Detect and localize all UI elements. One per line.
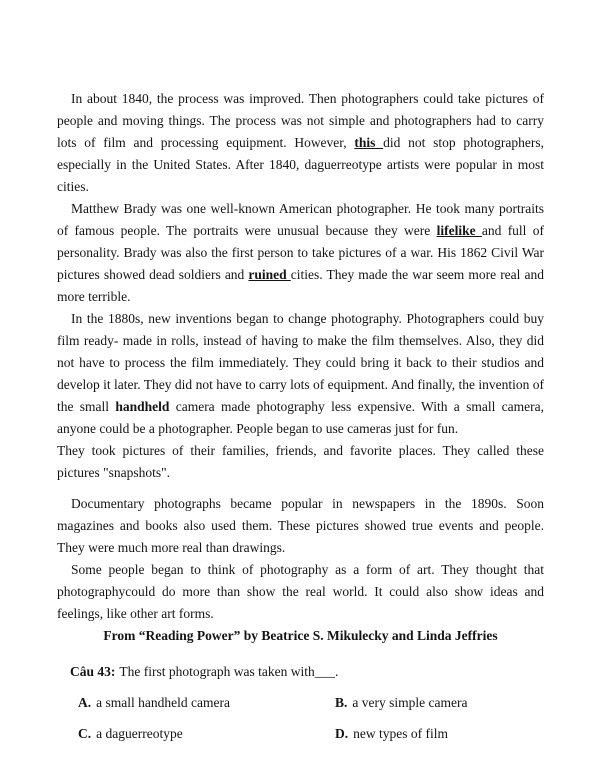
reading-passage [57, 88, 544, 647]
passage-paragraph-2 [57, 198, 544, 308]
option-a-text: a small handheld camera [96, 695, 230, 710]
option-a-letter: A. [78, 695, 92, 710]
text-segment: In about 1840, the process was improved. Then photographers could take pictures of people and moving things. The process was not simple and photographers had to carry lots of film and processing equipment. However, [57, 91, 544, 150]
question-43 [57, 661, 544, 683]
text-segment: cities. They made the war seem more real and more terrible. [57, 267, 545, 304]
bold-word-handheld: handheld [115, 399, 170, 414]
source-attribution: From “Reading Power” by Beatrice S. Mikulecky and Linda Jeffries [103, 628, 498, 643]
option-c [78, 723, 335, 745]
text-segment: camera made photography less expensive. With a small camera, anyone could be a photographer. People began to use cameras just for fun. [57, 399, 544, 436]
underlined-word-ruined: ruined [248, 267, 291, 282]
option-b-text: a very simple camera [352, 695, 468, 710]
option-b-letter: B. [335, 695, 348, 710]
underlined-word-this: this [354, 135, 384, 150]
option-d-text: new types of film [353, 726, 448, 741]
text-segment: Some people began to think of photography as a form of art. They thought that photographycould do more than show the real world. It could also show ideas and feelings, like other art forms. [57, 562, 544, 621]
options-row-2 [78, 723, 544, 745]
option-b [335, 692, 544, 714]
option-c-text: a daguerreotype [96, 726, 183, 741]
text-segment: Matthew Brady was one well-known American photographer. He took many portraits of famous people. The portraits were unusual because they were [57, 201, 544, 238]
option-c-letter: C. [78, 726, 92, 741]
passage-paragraph-6 [57, 559, 544, 625]
underlined-word-lifelike: lifelike [436, 223, 482, 238]
answer-options [57, 692, 544, 745]
text-segment: In the 1880s, new inventions began to change photography. Photographers could buy film ready- made in rolls, instead of having to make the film themselves. Also, they did not have to process the film immediately. They could bring it back to their studios and develop it later. They did not have to carry lots of equipment. And finally, the invention of the small [57, 311, 544, 414]
option-d-letter: D. [335, 726, 349, 741]
text-segment: Documentary photographs became popular in newspapers in the 1890s. Soon magazines and books also used them. These pictures showed true events and people. They were much more real than drawings. [57, 496, 544, 555]
passage-paragraph-4 [57, 440, 544, 484]
options-row-1 [78, 692, 544, 714]
text-segment: and full of personality. Brady was also the first person to take pictures of a war. His 1862 Civil War pictures showed dead soldiers and [57, 223, 544, 282]
passage-paragraph-3 [57, 308, 544, 440]
passage-paragraph-1 [57, 88, 544, 198]
option-a [78, 692, 335, 714]
text-segment: did not stop photographers, especially in the United States. After 1840, daguerreotype artists were popular in most cities. [57, 135, 544, 194]
passage-paragraph-5 [57, 493, 544, 559]
option-d [335, 723, 544, 745]
question-number-label: Câu 43: [70, 664, 116, 679]
text-segment: They took pictures of their families, friends, and favorite places. They called these pictures "snapshots". [57, 443, 544, 480]
question-text: The first photograph was taken with___. [119, 664, 339, 679]
